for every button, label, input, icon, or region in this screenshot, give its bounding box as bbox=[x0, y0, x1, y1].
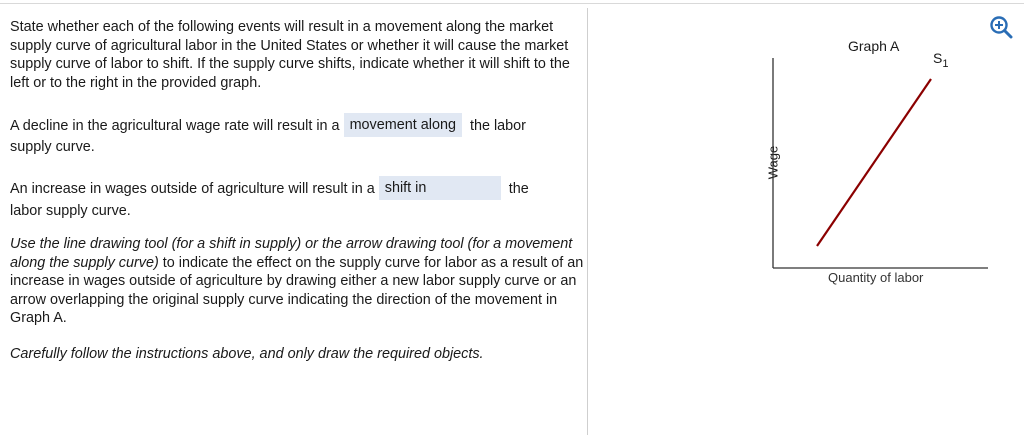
careful-note: Carefully follow the instructions above, and only draw the required objects. bbox=[10, 346, 484, 362]
q1-line2: supply curve. bbox=[10, 139, 95, 155]
tool-instructions-italic: Use the line drawing tool (for a shift in supply) or the arrow drawing tool (for a movement along the supply curve) bbox=[10, 236, 573, 271]
supply-curve-label-sub: 1 bbox=[942, 57, 949, 70]
graph-title: Graph A bbox=[848, 38, 900, 54]
q1-selected-value: movement along bbox=[349, 117, 456, 133]
x-axis-label: Quantity of labor bbox=[828, 270, 924, 285]
q2-line2: labor supply curve. bbox=[10, 203, 131, 219]
supply-curve-label-main: S bbox=[933, 50, 943, 66]
q2-selected-value: shift in bbox=[384, 180, 427, 196]
intro-text: State whether each of the following events will result in a movement along the market supply curve of agricultural labor in the United States or whether it will cause the market supply curve of labor to shift. If the supply curve shifts, indicate whether it will shift to the left or to the right in the provided graph. bbox=[10, 19, 570, 91]
y-axis-label: Wage bbox=[765, 145, 781, 180]
supply-curve-s1[interactable] bbox=[817, 79, 931, 246]
q1-before-text: A decline in the agricultural wage rate will result in a bbox=[10, 117, 340, 134]
q2-after-text: the bbox=[508, 180, 529, 197]
tool-instructions-rest: to indicate the effect on the supply curve for labor as a result of an increase in wages outside of agriculture by drawing either a new labor supply curve or an arrow overlapping the original supply curve indicating the direction of the movement in Graph A. bbox=[10, 254, 584, 326]
q2-before-text: An increase in wages outside of agriculture will result in a bbox=[10, 180, 375, 197]
q1-after-text: the labor bbox=[469, 117, 526, 134]
